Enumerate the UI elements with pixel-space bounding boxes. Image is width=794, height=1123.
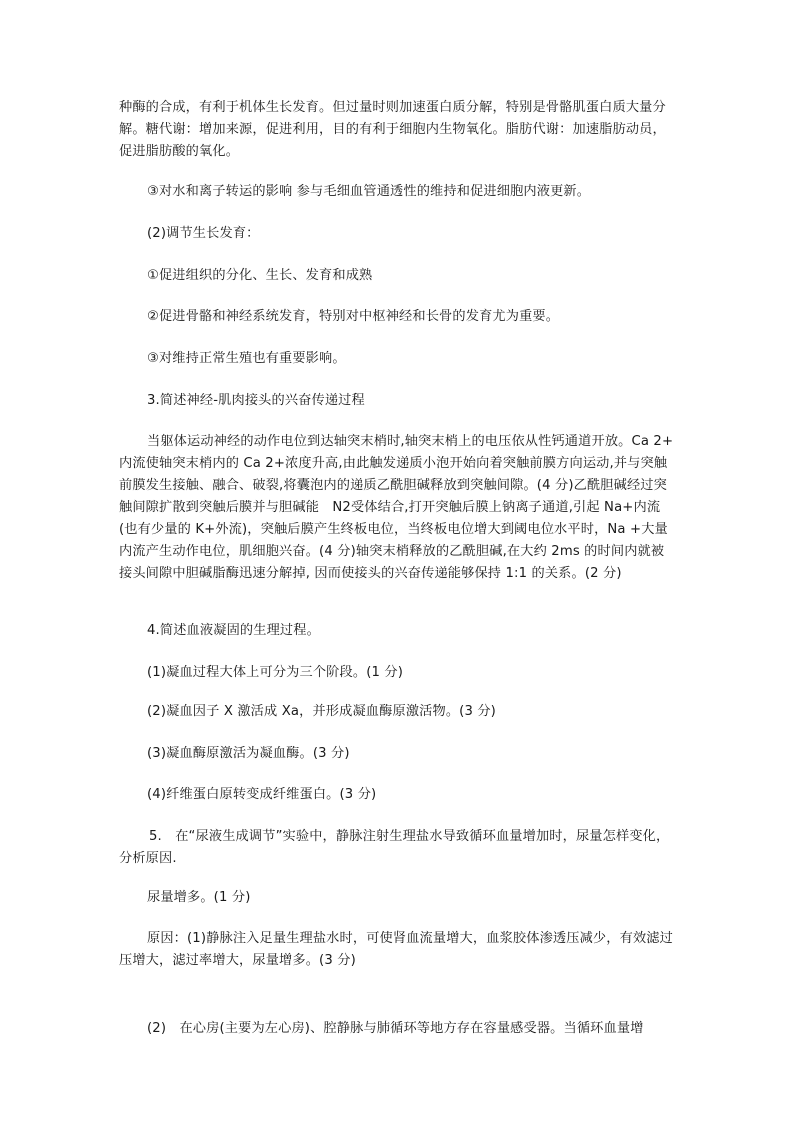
paragraph-growth-item-1: ①促进组织的分化、生长、发育和成熟 — [147, 268, 373, 283]
question-4-step-2: (2)凝血因子 X 激活成 Xa，并形成凝血酶原激活物。(3 分) — [147, 704, 496, 719]
question-3-answer: 当躯体运动神经的动作电位到达轴突末梢时,轴突末梢上的电压依从性钙通道开放。Ca 2+ 内流使轴突末梢内的 Ca 2+浓度升高,由此触发递质小泡开始向着突触前膜方向运动,并与突触前膜发生接触、融合、破裂,将囊泡内的递质乙酰胆碱释放到突触间隙。(4 分)乙酰胆碱经过突触间隙扩散到突触后膜并与胆碱能 N2受体结合,打开突触后膜上钠离子通道,引起 Na+内流(也有少量的 K+外流)，突触后膜产生终板电位，当终板电位增大到阈电位水平时，Na +大量内流产生动作电位，肌细胞兴奋。(4 分)轴突末梢释放的乙酰胆碱,在大约 2ms 的时间内就被接头间隙中胆碱脂酶迅速分解掉, 因而使接头的兴奋传递能够保持 1:1 的关系。(2 分) — [119, 434, 674, 581]
paragraph-water-ion-transport: ③对水和离子转运的影响 参与毛细血管通透性的维持和促进细胞内液更新。 — [147, 184, 591, 199]
paragraph-hormone-metabolism: 种酶的合成，有利于机体生长发育。但过量时则加速蛋白质分解，特别是骨骼肌蛋白质大量分解。糖代谢：增加来源，促进利用，目的有利于细胞内生物氧化。脂肪代谢：加速脂肪动员，促进脂肪酸的氧化。 — [119, 100, 666, 159]
question-4-step-1: (1)凝血过程大体上可分为三个阶段。(1 分) — [147, 665, 404, 680]
question-5-answer-summary: 尿量增多。(1 分) — [147, 890, 251, 905]
question-3-title: 3.简述神经-肌肉接头的兴奋传递过程 — [147, 393, 365, 408]
question-5-title: 5. 在“尿液生成调节”实验中，静脉注射生理盐水导致循环血量增加时，尿量怎样变化，分析原因. — [119, 829, 670, 866]
paragraph-growth-heading: (2)调节生长发育： — [147, 226, 260, 241]
question-4-title: 4.简述血液凝固的生理过程。 — [147, 623, 320, 638]
paragraph-growth-item-2: ②促进骨骼和神经系统发育，特别对中枢神经和长骨的发育尤为重要。 — [147, 309, 560, 324]
question-4-step-4: (4)纤维蛋白原转变成纤维蛋白。(3 分) — [147, 787, 377, 802]
question-5-reason-1: 原因：(1)静脉注入足量生理盐水时，可使肾血流量增大，血浆胶体渗透压减少，有效滤过压增大，滤过率增大，尿量增多。(3 分) — [119, 931, 673, 968]
question-5-reason-2: (2) 在心房(主要为左心房)、腔静脉与肺循环等地方存在容量感受器。当循环血量增 — [147, 1021, 644, 1036]
question-4-step-3: (3)凝血酶原激活为凝血酶。(3 分) — [147, 746, 350, 761]
paragraph-growth-item-3: ③对维持正常生殖也有重要影响。 — [147, 351, 346, 366]
